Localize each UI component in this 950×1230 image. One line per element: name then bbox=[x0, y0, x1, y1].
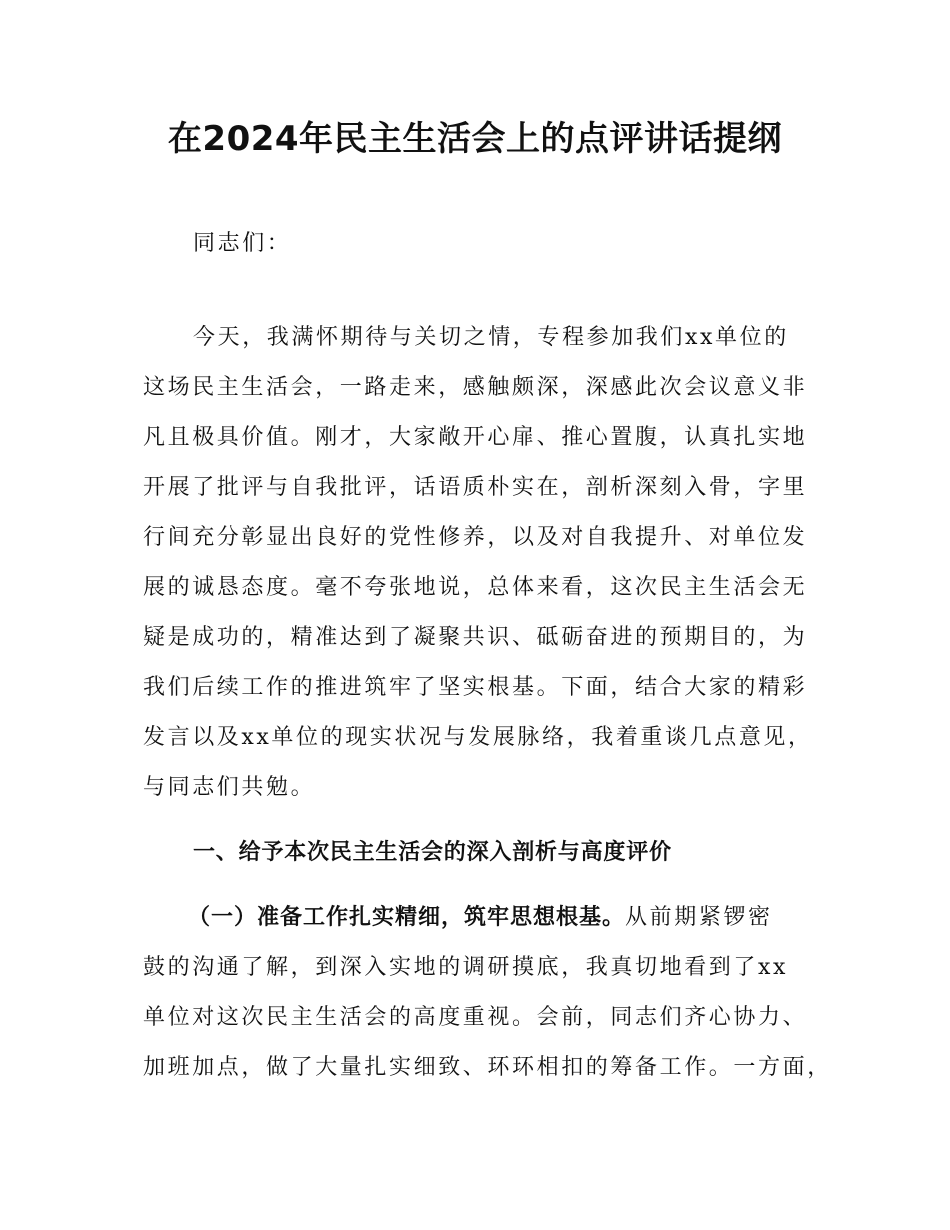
intro-line: 我们后续工作的推进筑牢了坚实根基。下面，结合大家的精彩 bbox=[143, 675, 808, 700]
subsection-line: 单位对这次民主生活会的高度重视。会前，同志们齐心协力、 bbox=[143, 1005, 808, 1030]
section-heading: 一、给予本次民主生活会的深入剖析与高度评价 bbox=[193, 840, 672, 865]
intro-line: 疑是成功的，精准达到了凝聚共识、砥砺奋进的预期目的，为 bbox=[143, 625, 808, 650]
intro-line: 凡且极具价值。刚才，大家敞开心扉、推心置腹，认真扎实地 bbox=[143, 425, 808, 450]
intro-line: 与同志们共勉。 bbox=[143, 775, 316, 800]
intro-line: 行间充分彰显出良好的党性修养，以及对自我提升、对单位发 bbox=[143, 525, 808, 550]
subsection-line: 加班加点，做了大量扎实细致、环环相扣的筹备工作。一方面， bbox=[143, 1055, 832, 1080]
intro-line: 开展了批评与自我批评，话语质朴实在，剖析深刻入骨，字里 bbox=[143, 475, 808, 500]
subsection-lead-rest: 从前期紧锣密 bbox=[625, 905, 773, 930]
salutation: 同志们： bbox=[193, 231, 292, 256]
intro-line: 发言以及xx单位的现实状况与发展脉络，我着重谈几点意见， bbox=[143, 725, 813, 750]
subsection-line: 鼓的沟通了解，到深入实地的调研摸底，我真切地看到了xx bbox=[143, 955, 789, 980]
subsection-first-line bbox=[188, 903, 878, 933]
intro-line: 展的诚恳态度。毫不夸张地说，总体来看，这次民主生活会无 bbox=[143, 575, 808, 600]
intro-line: 这场民主生活会，一路走来，感触颇深，深感此次会议意义非 bbox=[143, 375, 808, 400]
subsection-lead: （一）准备工作扎实精细，筑牢思想根基。 bbox=[188, 905, 626, 930]
intro-line: 今天，我满怀期待与关切之情，专程参加我们xx单位的 bbox=[193, 325, 789, 350]
document-title: 在2024年民主生活会上的点评讲话提纲 bbox=[167, 119, 783, 159]
